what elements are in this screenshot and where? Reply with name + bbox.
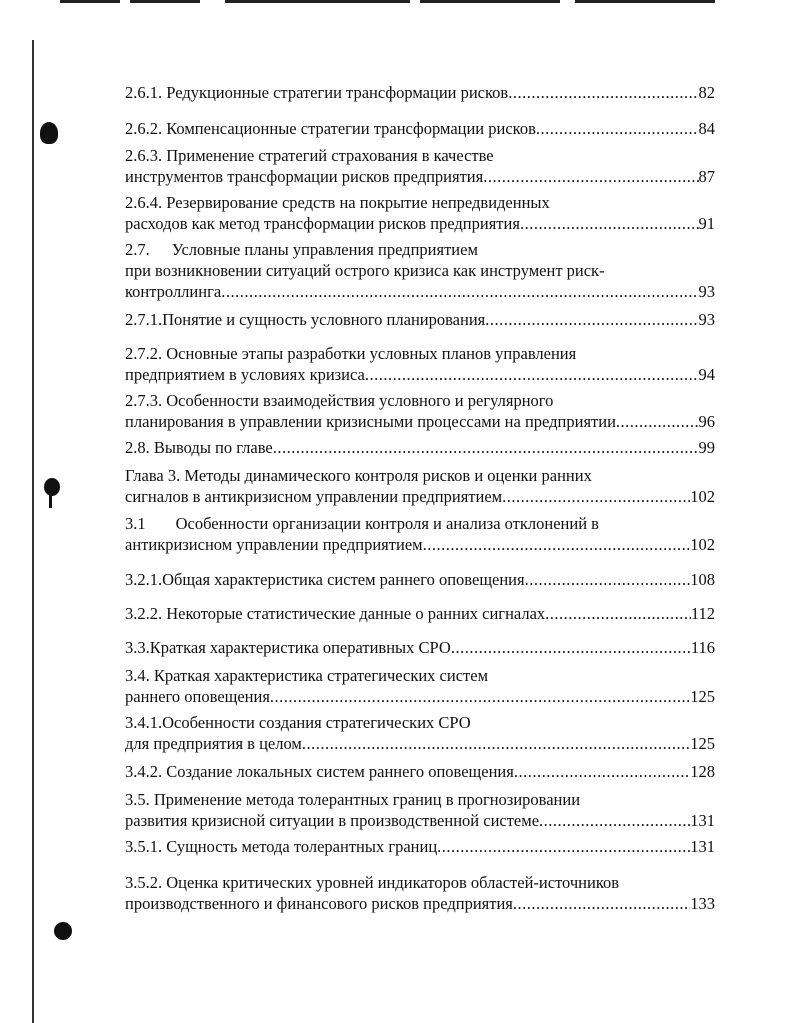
page-number: 94 (698, 365, 715, 384)
toc-line: планирования в управлении кризисными процессами на предприятии ..... 96 (125, 411, 715, 432)
toc-line: 3.1 Особенности организации контроля и анализа отклонений в (125, 514, 599, 533)
toc-entry-3-2-2 (125, 603, 715, 624)
page-number: 93 (698, 282, 715, 301)
leader-dots (437, 836, 690, 857)
page-number: 128 (690, 762, 715, 781)
toc-entry-3-1 (125, 513, 715, 555)
toc-line: контроллинга ..... 93 (125, 281, 715, 302)
toc-line: 3.5.1. Сущность метода толерантных границ ..... 131 (125, 836, 715, 857)
leader-dots (485, 309, 698, 330)
toc-line: предприятием в условиях кризиса ..... 94 (125, 364, 715, 385)
toc-line: 3.3.Краткая характеристика оперативных СРО ..... 116 (125, 637, 715, 658)
toc-entry-2-8 (125, 437, 715, 458)
leader-dots (513, 893, 690, 914)
toc-line: при возникновении ситуаций острого кризиса как инструмент риск- (125, 261, 605, 280)
page-number: 112 (690, 604, 715, 623)
leader-dots (508, 82, 698, 103)
page-number: 91 (698, 214, 715, 233)
leader-dots (221, 281, 698, 302)
toc-line: инструментов трансформации рисков предприятия ..... 87 (125, 166, 715, 187)
toc-entry-3-3 (125, 637, 715, 658)
leader-dots (545, 603, 691, 624)
leader-dots (616, 411, 699, 432)
toc-line: антикризисном управлении предприятием ..... 102 (125, 534, 715, 555)
leader-dots (423, 534, 691, 555)
page-number: 131 (690, 811, 715, 830)
toc-line: Глава 3. Методы динамического контроля рисков и оценки ранних (125, 466, 592, 485)
leader-dots (273, 437, 699, 458)
leader-dots (520, 213, 699, 234)
toc-line: производственного и финансового рисков предприятия ..... 133 (125, 893, 715, 914)
page-number: 125 (690, 734, 715, 753)
page-number: 125 (690, 687, 715, 706)
toc-entry-2-7 (125, 239, 715, 302)
toc-line: 3.4.1.Особенности создания стратегических СРО (125, 713, 471, 732)
toc-line: 2.7.3. Особенности взаимодействия условного и регулярного (125, 391, 554, 410)
leader-dots (502, 486, 690, 507)
toc-line: 3.4.2. Создание локальных систем раннего оповещения ..... 128 (125, 761, 715, 782)
toc-entry-2-6-2 (125, 118, 715, 139)
toc-line: 2.7.2. Основные этапы разработки условных планов управления (125, 344, 577, 363)
page-number: 84 (698, 119, 715, 138)
page-number: 108 (690, 570, 715, 589)
toc-line: расходов как метод трансформации рисков предприятия ..... 91 (125, 213, 715, 234)
page-number: 87 (698, 167, 715, 186)
toc-line: 2.6.4. Резервирование средств на покрытие непредвиденных (125, 193, 550, 212)
leader-dots (451, 637, 691, 658)
toc-entry-chapter-3 (125, 465, 715, 507)
toc-line: 3.5.2. Оценка критических уровней индикаторов областей-источников (125, 873, 620, 892)
toc-entry-3-5-2 (125, 872, 715, 914)
toc-entry-2-7-2 (125, 343, 715, 385)
toc-line: 3.4. Краткая характеристика стратегических систем (125, 666, 489, 685)
page-number: 82 (698, 83, 715, 102)
page-number: 116 (690, 638, 715, 657)
toc-line: раннего оповещения ..... 125 (125, 686, 715, 707)
toc-entry-2-7-1 (125, 309, 715, 330)
toc-entry-3-5 (125, 789, 715, 831)
leader-dots (270, 686, 690, 707)
toc-line: 2.7. Условные планы управления предприятием (125, 240, 478, 259)
leader-dots (536, 118, 699, 139)
toc-entry-3-4 (125, 665, 715, 707)
toc-entry-3-5-1 (125, 836, 715, 857)
toc-entry-3-4-1 (125, 712, 715, 754)
toc-line: 3.2.1.Общая характеристика систем раннего оповещения ..... 108 (125, 569, 715, 590)
toc-line: 2.6.2. Компенсационные стратегии трансформации рисков ..... 84 (125, 118, 715, 139)
toc-line: 2.8. Выводы по главе ..... 99 (125, 437, 715, 458)
toc-line: 2.6.3. Применение стратегий страхования в качестве (125, 146, 494, 165)
toc-entry-2-6-3 (125, 145, 715, 187)
page-number: 102 (690, 487, 715, 506)
toc-entry-2-6-4 (125, 192, 715, 234)
toc-line: развития кризисной ситуации в производственной системе ..... 131 (125, 810, 715, 831)
page-number: 102 (690, 535, 715, 554)
toc-entry-2-6-1 (125, 82, 715, 103)
leader-dots (483, 166, 698, 187)
leader-dots (365, 364, 699, 385)
toc-line: сигналов в антикризисном управлении предприятием ..... 102 (125, 486, 715, 507)
page-number: 131 (690, 837, 715, 856)
toc-line: 3.5. Применение метода толерантных границ в прогнозировании (125, 790, 581, 809)
page-number: 96 (698, 412, 715, 431)
toc-line: 2.7.1.Понятие и сущность условного планирования ..... 93 (125, 309, 715, 330)
leader-dots (302, 733, 690, 754)
toc-line: 2.6.1. Редукционные стратегии трансформации рисков ..... 82 (125, 82, 715, 103)
toc-line: 3.2.2. Некоторые статистические данные о ранних сигналах ..... 112 (125, 603, 715, 624)
toc-entry-2-7-3 (125, 390, 715, 432)
toc-entry-3-2-1 (125, 569, 715, 590)
toc-line: для предприятия в целом ..... 125 (125, 733, 715, 754)
page-number: 133 (690, 894, 715, 913)
leader-dots (539, 810, 690, 831)
leader-dots (525, 569, 691, 590)
leader-dots (514, 761, 690, 782)
page-number: 99 (698, 438, 715, 457)
toc-entry-3-4-2 (125, 761, 715, 782)
page-number: 93 (698, 310, 715, 329)
